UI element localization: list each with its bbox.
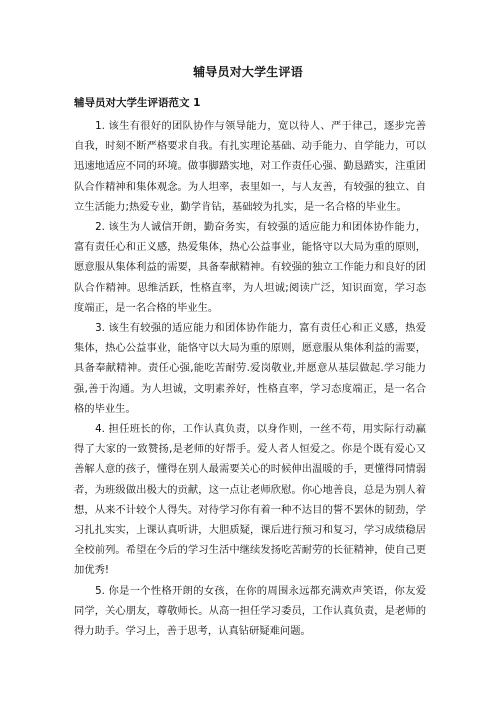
paragraph-4: 4. 担任班长的你，工作认真负责，以身作则，一丝不苟，用实际行动赢得了大家的一致赞扬,是老师的好帮手。爱人者人恒爱之。你是个既有爱心又善解人意的孩子，懂得在别人最需要关心的时候伸出温暖的手，更懂得同情弱者，为班级做出极大的贡献，这一点让老师欣慰。你心地善良，总是为别人着想，从来不计较个人得失。对待学习你有着一种不达目的誓不罢休的韧劲，学习扎扎实实，上课认真听讲，大胆质疑，课后进行预习和复习，学习成绩稳居全校前列。希望在今后的学习生活中继续发扬吃苦耐劳的长征精神，使自己更加优秀! xyxy=(74,423,426,577)
document-body xyxy=(74,116,426,641)
paragraph-2: 2. 该生为人诚信开朗，勤奋务实，有较强的适应能力和团体协作能力，富有责任心和正义感，热爱集体，热心公益事业，能恪守以大局为重的原则，愿意服从集体利益的需要，具备奉献精神。有较强的独立工作能力和良好的团队合作精神。思维活跃，性格直率，为人坦诚;阅读广泛，知识面宽，学习态度端正，是一名合格的毕业生。 xyxy=(74,221,426,314)
document-title: 辅导员对大学生评语 xyxy=(193,65,303,79)
paragraph-3: 3. 该生有较强的适应能力和团体协作能力，富有责任心和正义感，热爱集体，热心公益事业，能恪守以大局为重的原则，愿意服从集体利益的需要，具备奉献精神。责任心强,能吃苦耐劳.爱岗敬业,并愿意从基层做起.学习能力强,善于沟通。为人坦诚，文明素养好，性格直率，学习态度端正，是一名合格的毕业生。 xyxy=(74,322,426,415)
paragraph-5: 5. 你是一个性格开朗的女孩，在你的周围永远都充满欢声笑语，你友爱同学，关心朋友，尊敬师长。从高一担任学习委员，工作认真负责，是老师的得力助手。学习上，善于思考，认真钻研疑难问题。 xyxy=(74,584,426,638)
section-heading: 辅导员对大学生评语范文 1 xyxy=(74,97,201,109)
paragraph-1: 1. 该生有很好的团队协作与领导能力，宽以待人、严于律己，逐步完善自我，时刻不断严格要求自我。有扎实理论基础、动手能力、自学能力，可以迅速地适应不同的环境。做事脚踏实地，对工作责任心强、勤恳踏实，注重团队合作精神和集体观念。为人坦率，表里如一，与人友善，有较强的独立、自立生活能力;热爱专业，勤学肯钻，基础较为扎实，是一名合格的毕业生。 xyxy=(74,120,426,213)
